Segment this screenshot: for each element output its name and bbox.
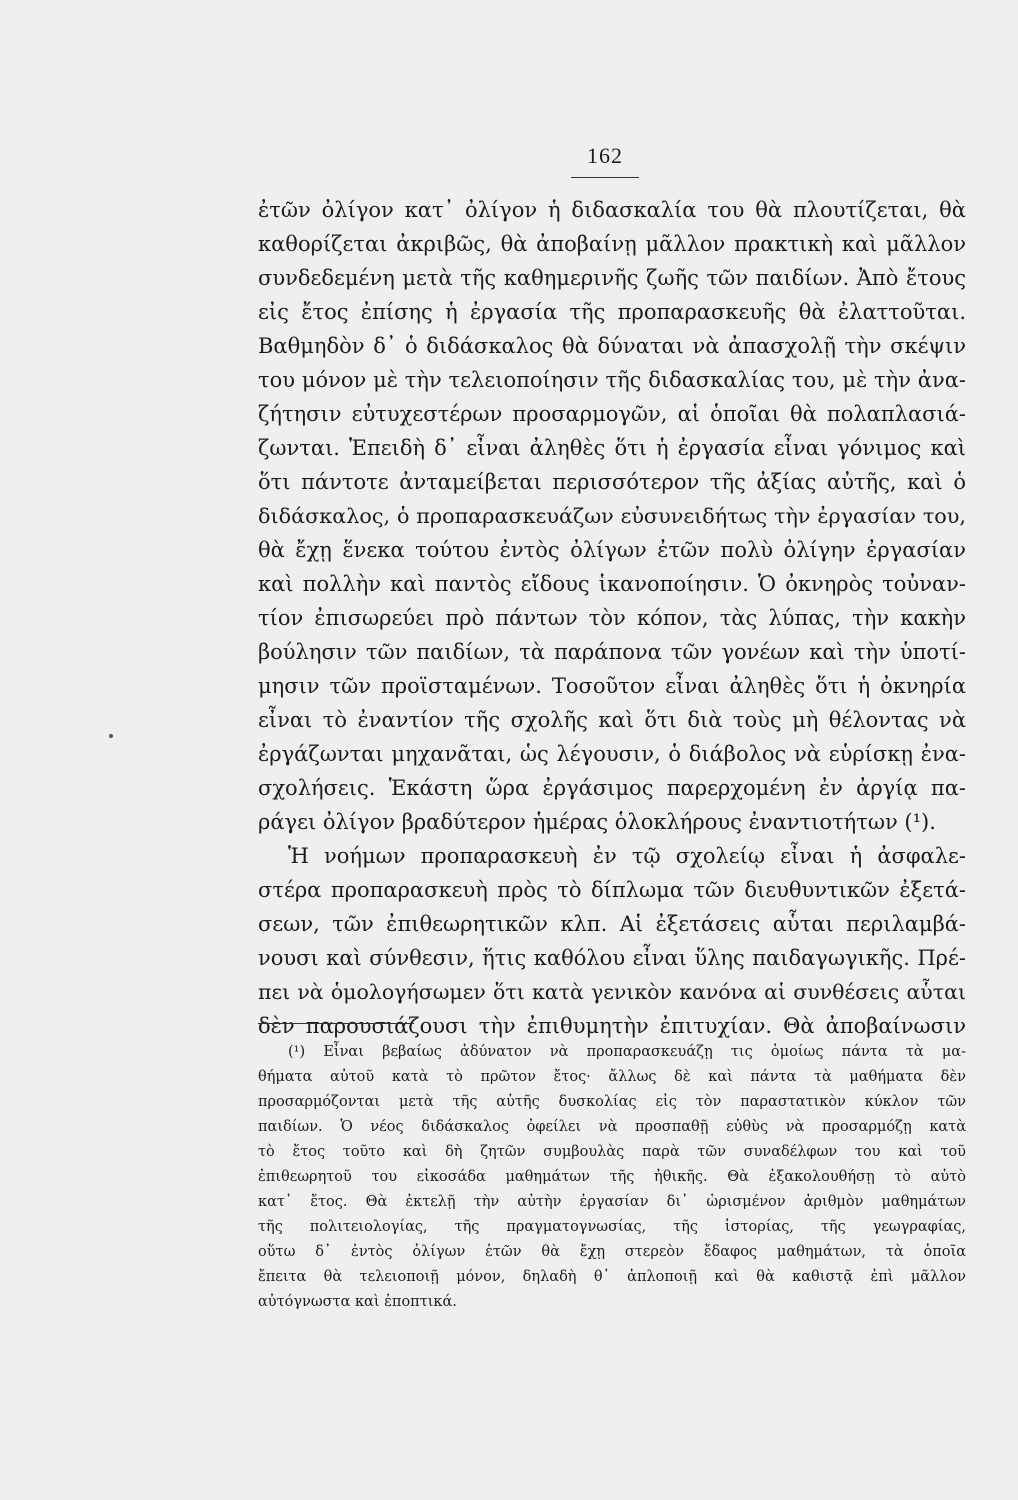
text-line: του μόνον μὲ τὴν τελειοποίησιν τῆς διδασκαλίας του, μὲ τὴν ἀνα-	[258, 368, 966, 392]
text-line: ζωνται. Ἐπειδὴ δ᾿ εἶναι ἀληθὲς ὅτι ἡ ἐργασία εἶναι γόνιμος καὶ	[258, 436, 966, 460]
footnote-block	[258, 1040, 966, 1315]
footnote-line: κατ᾿ ἔτος. Θὰ ἐκτελῇ τὴν αὐτὴν ἐργασίαν δι᾿ ὡρισμένον ἀριθμὸν μαθημάτων	[258, 1194, 966, 1210]
page-number-rule	[571, 177, 639, 178]
footnote-line: τὸ ἔτος τοῦτο καὶ δὴ ζητῶν συμβουλὰς παρὰ τῶν συναδέλφων του καὶ τοῦ	[258, 1144, 966, 1160]
text-line: τίον ἐπισωρεύει πρὸ πάντων τὸν κόπον, τὰς λύπας, τὴν κακὴν	[258, 606, 966, 630]
footnote-line: οὕτω δ᾿ ἐντὸς ὀλίγων ἐτῶν θὰ ἔχῃ στερεὸν ἔδαφος μαθημάτων, τὰ ὁποῖα	[258, 1244, 966, 1260]
footnote-line: παιδίων. Ὁ νέος διδάσκαλος ὀφείλει νὰ προσπαθῇ εὐθὺς νὰ προσαρμόζῃ κατὰ	[258, 1119, 966, 1135]
footnote-line: προσαρμόζονται μετὰ τῆς αὐτῆς δυσκολίας εἰς τὸν παραστατικὸν κύκλον τῶν	[258, 1094, 966, 1110]
text-line: ἐτῶν ὀλίγον κατ᾿ ὀλίγον ἡ διδασκαλία του θὰ πλουτίζεται, θὰ	[258, 198, 966, 222]
text-line: πει νὰ ὁμολογήσωμεν ὅτι κατὰ γενικὸν κανόνα αἱ συνθέσεις αὗται	[258, 980, 966, 1004]
footnote-line: (¹) Εἶναι βεβαίως ἀδύνατον νὰ προπαρασκευάζῃ τις ὁμοίως πάντα τὰ μα-	[288, 1044, 966, 1060]
text-line: στέρα προπαρασκευὴ πρὸς τὸ δίπλωμα τῶν διευθυντικῶν ἐξετά-	[258, 878, 966, 902]
text-line: ἐργάζωνται μηχανᾶται, ὡς λέγουσιν, ὁ διάβολος νὰ εὑρίσκῃ ἐνα-	[258, 742, 966, 766]
text-line: εἰς ἔτος ἐπίσης ἡ ἐργασία τῆς προπαρασκευῆς θὰ ἐλαττοῦται.	[258, 300, 966, 324]
footnote-line: θήματα αὐτοῦ κατὰ τὸ πρῶτον ἔτος· ἄλλως δὲ καὶ πάντα τὰ μαθήματα δὲν	[258, 1069, 966, 1085]
main-text	[258, 193, 966, 1043]
footnote-separator	[258, 1023, 414, 1024]
page-number: 162	[587, 143, 623, 168]
text-line: ὅτι πάντοτε ἀνταμείβεται περισσότερον τῆς ἀξίας αὐτῆς, καὶ ὁ	[258, 470, 966, 494]
text-line: σχολήσεις. Ἑκάστη ὥρα ἐργάσιμος παρερχομένη ἐν ἀργίᾳ πα-	[258, 776, 966, 800]
text-line: ράγει ὀλίγον βραδύτερον ἡμέρας ὁλοκλήρους ἐναντιοτήτων (¹).	[258, 810, 936, 834]
scan-speck	[109, 734, 113, 738]
text-line: διδάσκαλος, ὁ προπαρασκευάζων εὐσυνειδήτως τὴν ἐργασίαν του,	[258, 504, 966, 528]
text-line: συνδεδεμένη μετὰ τῆς καθημερινῆς ζωῆς τῶν παιδίων. Ἀπὸ ἔτους	[258, 266, 966, 290]
text-line: σεων, τῶν ἐπιθεωρητικῶν κλπ. Αἱ ἐξετάσεις αὗται περιλαμβά-	[258, 912, 966, 936]
footnote-line: τῆς πολιτειολογίας, τῆς πραγματογνωσίας, τῆς ἱστορίας, τῆς γεωγραφίας,	[258, 1219, 966, 1235]
text-line: δὲν παρουσιάζουσι τὴν ἐπιθυμητὴν ἐπιτυχίαν. Θὰ ἀποβαίνωσιν	[258, 1014, 966, 1038]
footnote-line: ἔπειτα θὰ τελειοποιῇ μόνον, δηλαδὴ θ᾿ ἁπλοποιῇ καὶ θὰ καθιστᾷ ἐπὶ μᾶλλον	[258, 1269, 966, 1285]
text-line: Ἡ νοήμων προπαρασκευὴ ἐν τῷ σχολείῳ εἶναι ἡ ἀσφαλε-	[288, 844, 966, 868]
text-line: εἶναι τὸ ἐναντίον τῆς σχολῆς καὶ ὅτι διὰ τοὺς μὴ θέλοντας νὰ	[258, 708, 966, 732]
footnote-line: αὐτόγνωστα καὶ ἐποπτικά.	[258, 1294, 457, 1310]
text-line: Βαθμηδὸν δ᾿ ὁ διδάσκαλος θὰ δύναται νὰ ἀπασχολῇ τὴν σκέψιν	[258, 334, 966, 358]
text-line: ζήτησιν εὐτυχεστέρων προσαρμογῶν, αἱ ὁποῖαι θὰ πολαπλασιά-	[258, 402, 966, 426]
text-line: βούλησιν τῶν παιδίων, τὰ παράπονα τῶν γονέων καὶ τὴν ὑποτί-	[258, 640, 966, 664]
footnote-line: ἐπιθεωρητοῦ του εἰκοσάδα μαθημάτων τῆς ἠθικῆς. Θὰ ἐξακολουθήσῃ τὸ αὐτὸ	[258, 1169, 966, 1185]
text-line: καθορίζεται ἀκριβῶς, θὰ ἀποβαίνῃ μᾶλλον πρακτικὴ καὶ μᾶλλον	[258, 232, 966, 256]
text-line: νουσι καὶ σύνθεσιν, ἥτις καθόλου εἶναι ὕλης παιδαγωγικῆς. Πρέ-	[258, 946, 966, 970]
text-line: καὶ πολλὴν καὶ παντὸς εἴδους ἱκανοποίησιν. Ὁ ὀκνηρὸς τοὐναν-	[258, 572, 966, 596]
text-line: μησιν τῶν προϊσταμένων. Τοσοῦτον εἶναι ἀληθὲς ὅτι ἡ ὀκνηρία	[258, 674, 966, 698]
text-line: θὰ ἔχῃ ἕνεκα τούτου ἐντὸς ὀλίγων ἐτῶν πολὺ ὀλίγην ἐργασίαν	[258, 538, 966, 562]
